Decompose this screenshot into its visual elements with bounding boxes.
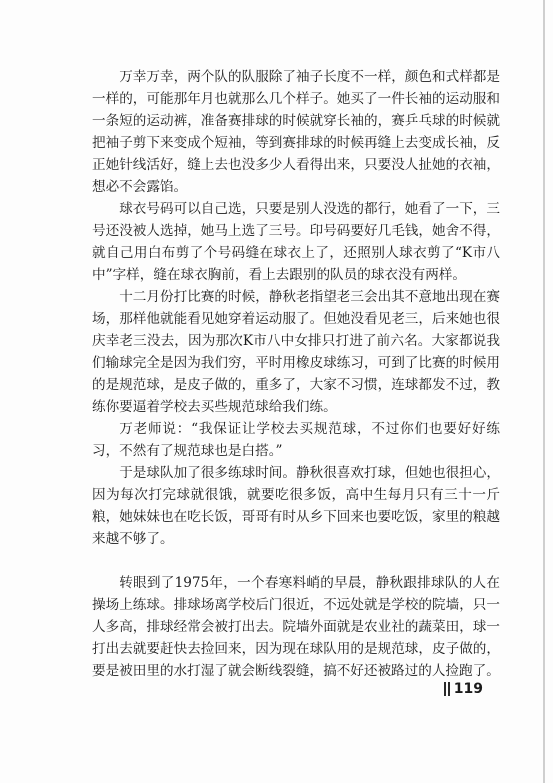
paragraph: 于是球队加了很多练球时间。静秋很喜欢打球，但她也很担心，因为每次打完球就很饿，就要吃很多饭，高中生每月只有三十一斤粮，她妹妹也在吃长饭，哥哥有时从乡下回来也要吃饭，家里的粮越来越不够了。 (92, 465, 500, 547)
page-number-mark-icon (444, 682, 450, 696)
page-footer (444, 681, 483, 697)
paragraph: 万老师说：“我保证让学校去买规范球，不过你们也要好好练习，不然有了规范球也是白搭。” (92, 421, 500, 459)
page-edge-shadow (543, 0, 545, 783)
section-break (92, 550, 500, 572)
paragraph: 转眼到了1975年，一个春寒料峭的早晨，静秋跟排球队的人在操场上练球。排球场离学校后门很近，不远处就是学校的院墙，只一人多高，排球经常会被打出去。院墙外面就是农业社的蔬菜田，球一打出去就要赶快去捡回来，因为现在球队用的是规范球，皮子做的，要是被田里的水打湿了就会断线裂缝，搞不好还被路过的人捡跑了。 (92, 575, 500, 679)
body-text (92, 66, 500, 682)
paragraph: 万幸万幸，两个队的队服除了袖子长度不一样，颜色和式样都是一样的，可能那年月也就那么几个样子。她买了一件长袖的运动服和一条短的运动裤，准备赛排球的时候就穿长袖的，赛乒乓球的时候就把袖子剪下来变成个短袖，等到赛排球的时候再缝上去变成长袖，反正她针线活好，缝上去也没多少人看得出来，只要没人扯她的衣袖，想必不会露馅。 (92, 69, 500, 195)
paragraph: 球衣号码可以自己选，只要是别人没选的都行，她看了一下，三号还没被人选掉，她马上选了三号。印号码要好几毛钱，她舍不得，就自己用白布剪了个号码缝在球衣上了，还照别人球衣剪了“K市八中”字样，缝在球衣胸前，看上去跟别的队员的球衣没有两样。 (92, 201, 500, 283)
page-number: 119 (453, 681, 483, 697)
paragraph: 十二月份打比赛的时候，静秋老指望老三会出其不意地出现在赛场，那样他就能看见她穿着运动服了。但她没看见老三，后来她也很庆幸老三没去，因为那次K市八中女排只打进了前六名。大家都说我们输球完全是因为我们穷，平时用橡皮球练习，可到了比赛的时候用的是规范球，是皮子做的，重多了，大家不习惯，连球都发不过，教练你要逼着学校去买些规范球给我们练。 (92, 289, 500, 415)
